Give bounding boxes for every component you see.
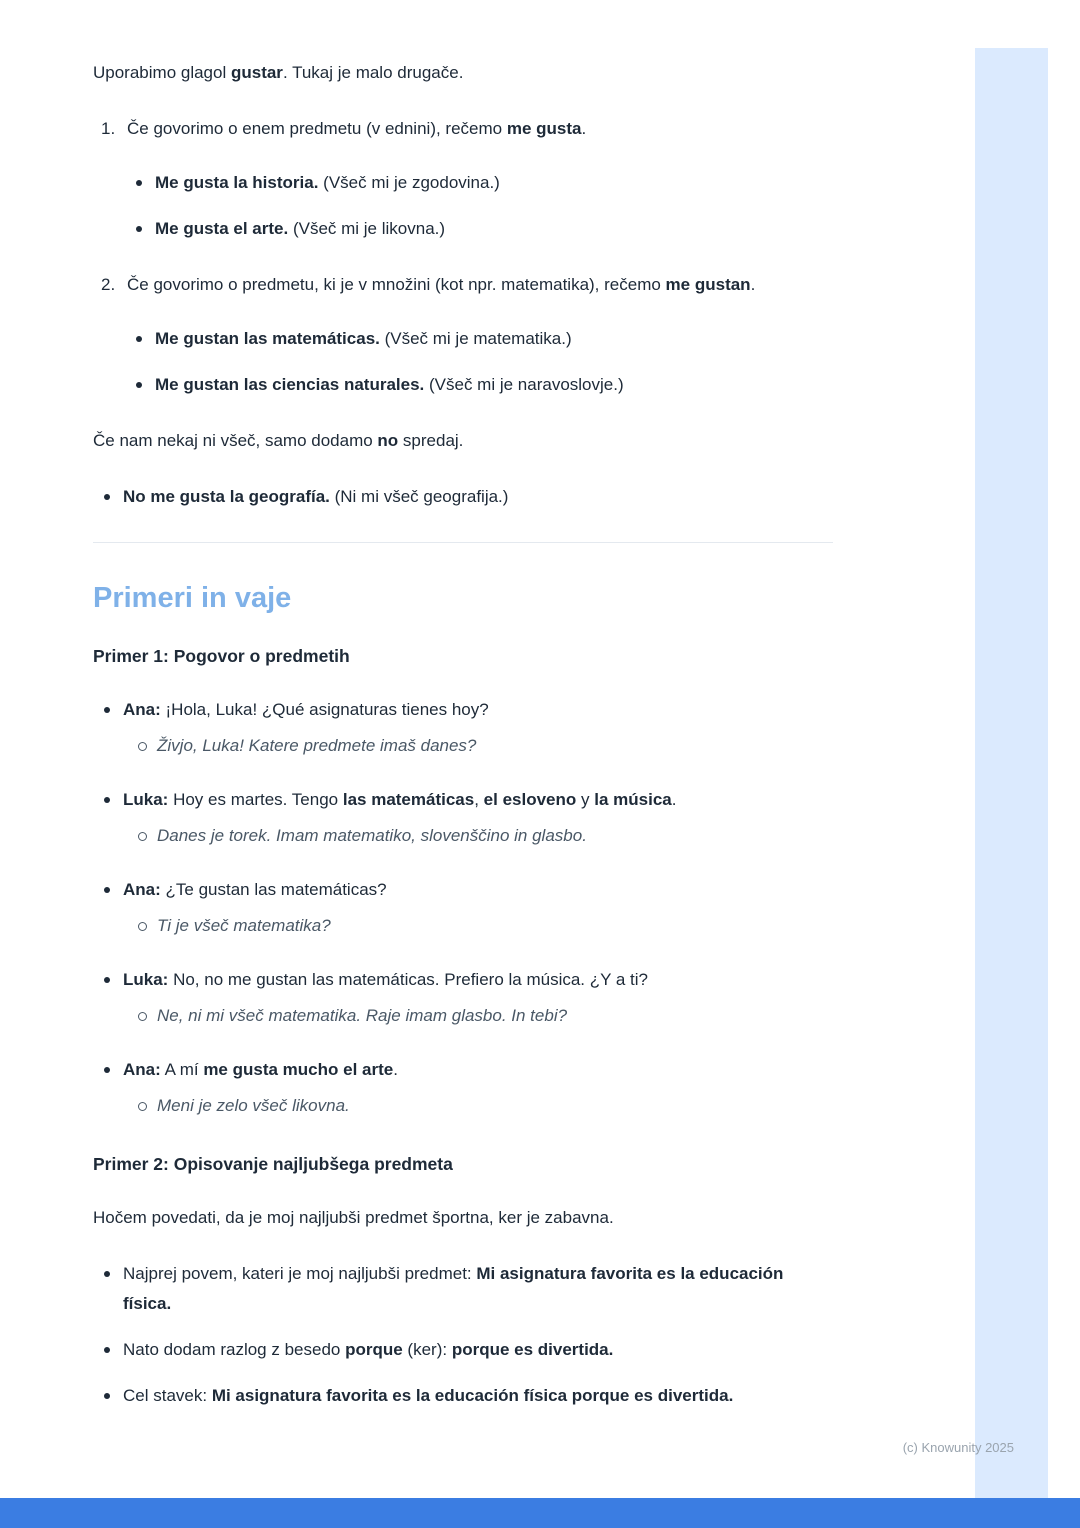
circle-bullet-icon	[135, 1091, 157, 1121]
dialogue-translation-item	[135, 1091, 833, 1121]
bullet-icon	[133, 370, 155, 400]
bullet-icon	[101, 1259, 123, 1319]
dialogue-entry	[101, 785, 833, 851]
dialogue-translation-item	[135, 821, 833, 851]
section-divider	[93, 542, 833, 543]
example-item	[133, 214, 833, 244]
bullet-icon	[101, 1381, 123, 1411]
step-item	[101, 1335, 833, 1365]
example-item	[101, 482, 833, 512]
right-edge-strip	[975, 48, 1048, 1498]
step-text: Najprej povem, kateri je moj najljubši predmet: Mi asignatura favorita es la educación física.	[123, 1264, 784, 1313]
dialogue-column	[123, 965, 833, 1031]
primer2-intro: Hočem povedati, da je moj najljubši predmet športna, ker je zabavna.	[93, 1208, 614, 1227]
dialogue-column	[123, 785, 833, 851]
dialogue-translation: Danes je torek. Imam matematiko, slovenščino in glasbo.	[157, 826, 587, 845]
bullet-icon	[101, 785, 123, 851]
dialogue-translation-item	[135, 911, 833, 941]
rule-text: Če govorimo o predmetu, ki je v množini (kot npr. matematika), rečemo me gustan.	[127, 275, 756, 294]
example-text: No me gusta la geografía. (Ni mi všeč geografija.)	[123, 487, 509, 506]
example-item	[133, 370, 833, 400]
step-item	[101, 1381, 833, 1411]
circle-bullet-icon	[135, 821, 157, 851]
bullet-icon	[101, 482, 123, 512]
dialogue-line: Luka: Hoy es martes. Tengo las matemáticas, el esloveno y la música.	[123, 790, 677, 809]
circle-bullet-icon	[135, 731, 157, 761]
dialogue-line: Ana: A mí me gusta mucho el arte.	[123, 1060, 398, 1079]
rule-item-2	[93, 270, 833, 400]
bottom-accent-bar	[0, 1498, 1080, 1528]
bullet-icon	[133, 168, 155, 198]
dialogue-translation: Ti je všeč matematika?	[157, 916, 331, 935]
rule-item-1	[93, 114, 833, 244]
dialogue-entry	[101, 1055, 833, 1121]
dialogue-translation-item	[135, 731, 833, 761]
example-text: Me gustan las matemáticas. (Všeč mi je matematika.)	[155, 329, 572, 348]
rule-examples-list	[127, 324, 833, 400]
example-item	[133, 168, 833, 198]
step-text: Nato dodam razlog z besedo porque (ker): porque es divertida.	[123, 1340, 614, 1359]
bullet-icon	[133, 324, 155, 354]
negation-paragraph: Če nam nekaj ni všeč, samo dodamo no spredaj.	[93, 431, 464, 450]
intro-paragraph: Uporabimo glagol gustar. Tukaj je malo drugače.	[93, 63, 464, 82]
primer2-title: Primer 2: Opisovanje najljubšega predmeta	[93, 1154, 453, 1174]
bullet-icon	[101, 1335, 123, 1365]
rule-row	[93, 270, 833, 300]
rule-row	[93, 114, 833, 144]
example-text: Me gusta la historia. (Všeč mi je zgodovina.)	[155, 173, 500, 192]
dialogue-translation-item	[135, 1001, 833, 1031]
steps-list	[93, 1259, 833, 1411]
footer-credit: (c) Knowunity 2025	[902, 1440, 1014, 1455]
bullet-icon	[101, 1055, 123, 1121]
dialogue-translation: Živjo, Luka! Katere predmete imaš danes?	[157, 736, 477, 755]
dialogue-entry	[101, 965, 833, 1031]
dialogue-line: Ana: ¡Hola, Luka! ¿Qué asignaturas tienes hoy?	[123, 700, 489, 719]
dialogue-line: Luka: No, no me gustan las matemáticas. Prefiero la música. ¿Y a ti?	[123, 970, 649, 989]
list-number: 2.	[101, 275, 116, 294]
example-text: Me gusta el arte. (Všeč mi je likovna.)	[155, 219, 446, 238]
bullet-icon	[133, 214, 155, 244]
dialogue-list	[93, 695, 833, 1121]
dialogue-entry	[101, 695, 833, 761]
bullet-icon	[101, 965, 123, 1031]
example-item	[133, 324, 833, 354]
circle-bullet-icon	[135, 1001, 157, 1031]
step-item	[101, 1259, 833, 1319]
rule-text: Če govorimo o enem predmetu (v ednini), rečemo me gusta.	[127, 119, 587, 138]
dialogue-translation: Ne, ni mi všeč matematika. Raje imam glasbo. In tebi?	[157, 1006, 568, 1025]
example-text: Me gustan las ciencias naturales. (Všeč mi je naravoslovje.)	[155, 375, 624, 394]
primer1-title: Primer 1: Pogovor o predmetih	[93, 646, 350, 666]
circle-bullet-icon	[135, 911, 157, 941]
negation-example-list	[93, 482, 833, 512]
list-number: 1.	[101, 119, 116, 138]
section-title: Primeri in vaje	[93, 582, 292, 614]
bullet-icon	[101, 695, 123, 761]
rules-list	[93, 114, 833, 400]
rule-examples-list	[127, 168, 833, 244]
dialogue-translation: Meni je zelo všeč likovna.	[157, 1096, 350, 1115]
dialogue-line: Ana: ¿Te gustan las matemáticas?	[123, 880, 387, 899]
bullet-icon	[101, 875, 123, 941]
dialogue-entry	[101, 875, 833, 941]
dialogue-column	[123, 875, 833, 941]
dialogue-column	[123, 1055, 833, 1121]
document-content	[93, 58, 833, 1427]
step-text: Cel stavek: Mi asignatura favorita es la educación física porque es divertida.	[123, 1386, 734, 1405]
dialogue-column	[123, 695, 833, 761]
